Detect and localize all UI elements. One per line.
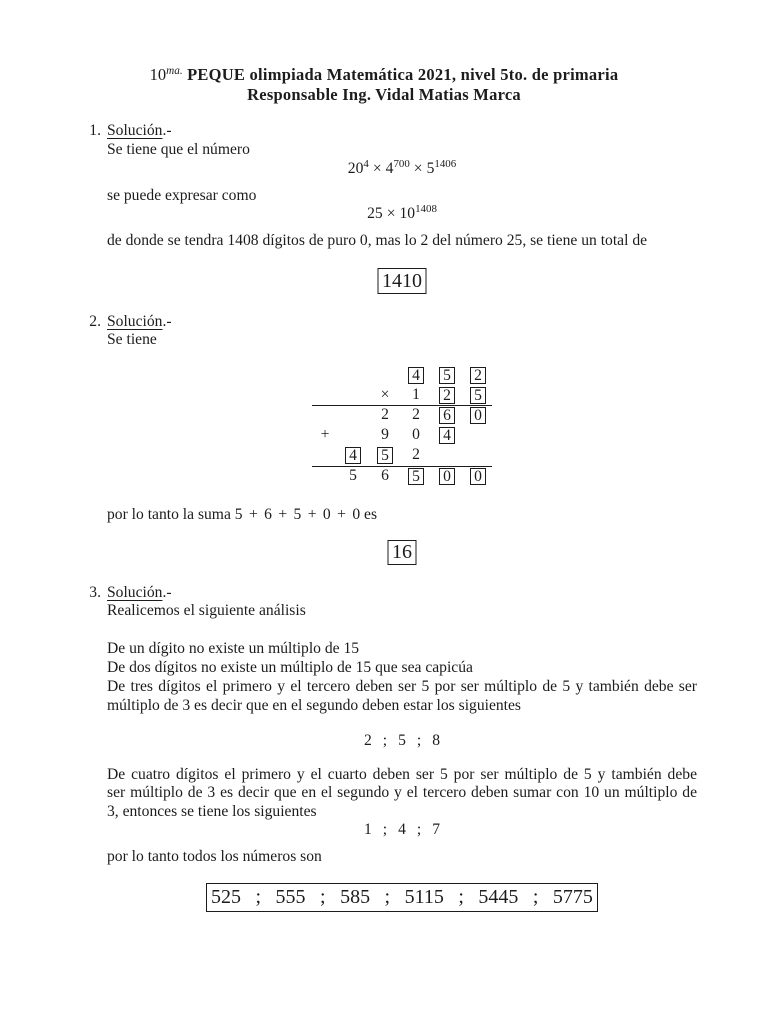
separator: ; [255,886,262,908]
separator: ; [532,886,539,908]
answer-number: 585 [340,886,371,908]
separator: ; [416,820,422,838]
problem-number: 3. [89,583,101,601]
table-digit-cell [374,446,396,465]
table-digit-cell [342,446,364,465]
times-operator: × [386,204,396,222]
sequence-value: 1 [363,820,372,838]
separator: ; [458,886,464,908]
table-digit-cell [405,386,427,405]
digit: 1 [412,386,420,403]
answer-box [206,883,598,912]
sequence-value: 7 [432,820,441,838]
table-digit-cell [405,426,427,445]
solution-label: Solución [107,121,163,139]
title-text: PEQUE olimpiada Matemática 2021, nivel 5to. de primaria [187,65,619,84]
display-equation [107,159,697,178]
operator-cell [374,386,396,405]
answer-number: 525 [211,886,241,908]
table-digit-cell [467,386,489,405]
text-line: por lo tanto todos los números son [107,847,322,865]
digit: 2 [412,446,420,463]
solution-label: Solución [107,312,163,330]
boxed-digit: 0 [439,468,456,485]
solution-heading [107,312,697,331]
table-digit-cell [467,467,489,486]
answer-number: 555 [275,886,306,908]
text-line: Se tiene [107,330,157,348]
equation-exponent: 1408 [415,202,437,215]
table-digit-cell [374,406,396,425]
equation-base: 5 [426,159,435,177]
digit: 9 [381,426,389,443]
boxed-digit: 2 [439,387,456,404]
table-digit-cell [374,426,396,445]
boxed-digit: 5 [377,447,394,464]
digit: 0 [412,426,420,443]
table-digit-cell [405,406,427,425]
sequence-value: 8 [432,731,441,749]
boxed-digit: 4 [439,427,456,444]
operator-cell [314,426,336,445]
answer-box: 16 [388,540,417,565]
table-digit-cell [467,406,489,425]
sum-text: por lo tanto la suma [107,505,231,523]
text-line: de donde se tendra 1408 dígitos de puro 0, mas lo 2 del número 25, se tiene un total de [107,231,648,249]
table-digit-cell [436,366,458,385]
boxed-digit: 5 [439,367,456,384]
edition-number: 10 [149,65,167,84]
answer-number: 5115 [404,886,444,908]
sequence-value: 5 [398,731,406,749]
boxed-digit: 0 [470,407,487,424]
table-digit-cell [467,366,489,385]
solution-heading [107,121,697,140]
answer-box: 1410 [378,268,427,294]
boxed-digit: 6 [439,407,456,424]
separator: ; [320,886,326,908]
times-operator: × [413,159,423,177]
equation-exponent: 700 [393,157,410,170]
text-line: De un dígito no existe un múltiplo de 15 [107,639,360,657]
text-line: Realicemos el siguiente análisis [107,601,306,619]
text-line: 3, entonces se tiene los siguientes [107,802,317,820]
equation-exponent: 4 [363,157,369,170]
times-sign: × [380,386,390,403]
table-digit-cell [405,446,427,465]
sum-text-end: es [364,505,378,523]
equation-exponent: 1406 [434,157,457,170]
sum-expression: 5 + 6 + 5 + 0 + 0 [234,505,361,523]
table-digit-cell [436,406,458,425]
text-line: De dos dígitos no existe un múltiplo de 15 que sea capicúa [107,658,473,676]
separator: ; [382,820,388,838]
digit: 2 [412,406,420,423]
boxed-digit: 2 [470,367,487,384]
display-equation [107,204,697,223]
answer-number: 5775 [552,886,593,908]
solution-label-suffix: .- [162,312,172,330]
equation-base: 20 [347,159,364,177]
text-line: múltiplo de 3 es decir que en el segundo deben estar los siguientes [107,696,521,714]
equation-base: 10 [399,204,416,222]
digit: 2 [381,406,389,423]
solution-heading [107,583,697,602]
text-line: De cuatro dígitos el primero y el cuarto deben ser 5 por ser múltiplo de 5 y también debe [107,765,697,783]
text-line: ser múltiplo de 3 es decir que en el segundo y el tercero deben sumar con 10 un múltiplo de [107,783,697,801]
digit-sequence [107,820,697,839]
table-digit-cell [405,467,427,486]
document-title [0,65,768,85]
boxed-digit: 4 [345,447,362,464]
digit: 6 [381,467,389,484]
equation-base: 25 [367,204,383,222]
boxed-digit: 5 [408,468,425,485]
boxed-digit: 4 [408,367,425,384]
text-line: De tres dígitos el primero y el tercero deben ser 5 por ser múltiplo de 5 y también debe ser [107,677,697,695]
solution-label-suffix: .- [162,583,172,601]
separator: ; [384,886,391,908]
table-rule [312,466,492,467]
table-digit-cell [436,386,458,405]
answer-number: 5445 [478,886,519,908]
digit: 5 [349,467,357,484]
table-digit-cell [374,467,396,486]
boxed-digit: 0 [470,468,487,485]
sequence-value: 4 [398,820,406,838]
edition-ordinal-suffix: ma. [166,65,183,78]
digit-sequence [107,731,697,750]
text-line: Se tiene que el número [107,140,250,158]
separator: ; [382,731,388,749]
document-subtitle: Responsable Ing. Vidal Matias Marca [247,85,521,104]
table-digit-cell [436,467,458,486]
boxed-digit: 5 [470,387,487,404]
plus-sign: + [320,426,330,443]
separator: ; [416,731,422,749]
equation-base: 4 [385,159,394,177]
solution-label-suffix: .- [162,121,172,139]
table-digit-cell [342,467,364,486]
table-digit-cell [405,366,427,385]
text-line [107,505,697,524]
sequence-value: 2 [363,731,372,749]
times-operator: × [372,159,382,177]
problem-number: 2. [89,312,101,330]
solution-label: Solución [107,583,163,601]
table-rule [312,405,492,406]
problem-number: 1. [89,121,101,139]
text-line: se puede expresar como [107,186,257,204]
table-digit-cell [436,426,458,445]
